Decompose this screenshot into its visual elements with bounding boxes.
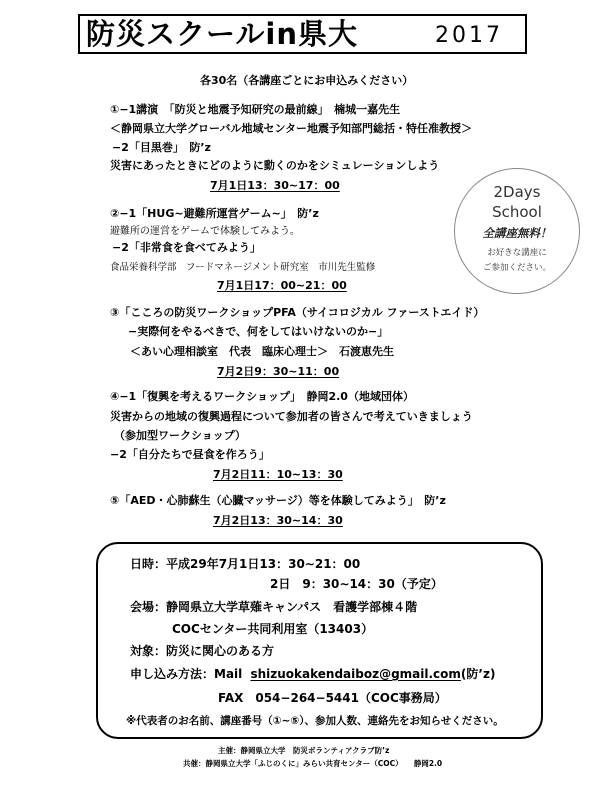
session2-date: 7月1日17：00∼21：00 [217, 279, 347, 292]
session1-title: ①−1講演 「防災と地震予知研究の最前線」 楠城一嘉先生 [110, 103, 401, 116]
info-venue: 会場：静岡県立大学草薙キャンパス 看護学部棟４階 [130, 600, 418, 614]
session1-date: 7月1日13：30∼17：00 [210, 179, 340, 192]
session3-speaker: ＜あい心理相談室 代表 臨床心理士＞ 石渡恵先生 [130, 345, 394, 358]
session4-date: 7月2日11：10∼13：30 [213, 468, 343, 481]
info-datetime-day2: 2日 9：30∼14：30（予定） [270, 577, 443, 591]
title-year: 2017 [435, 23, 503, 48]
session3-subtitle: −実際何をやるべきで、何をしてはいけないのか−」 [128, 325, 389, 338]
info-venue-room: COCセンター共同利用室（13403） [172, 622, 374, 636]
session1-part2-description: 災害にあったときにどのように動くのかをシミュレーションしよう [110, 159, 440, 172]
info-email-suffix: (防’z) [460, 667, 496, 681]
footer-organizer: 主催：静岡県立大学 防災ボランティアクラブ防’z [218, 746, 390, 755]
session4-description: 災害からの地域の復興過程について参加者の皆さんで考えていきましょう [110, 410, 473, 423]
footer-co-organizer: 共催：静岡県立大学「ふじのくに」みらい共育センター（COC） 静岡2.0 [183, 759, 443, 768]
info-target: 対象：防災に関心のある方 [130, 644, 275, 658]
session1-speaker-affiliation: ＜静岡県立大学グローバル地域センター地震予知部門総括・特任准教授＞ [110, 122, 473, 135]
session2-part2-title: −2「非常食を食べてみよう」 [112, 241, 261, 254]
session1-part2-title: −2「目黒巻」 防’z [112, 141, 211, 154]
session5-title: ⑤「AED・心肺蘇生（心臓マッサージ）等を体験してみよう」 防’z [110, 494, 446, 507]
session3-date: 7月2日9：30∼11：00 [217, 365, 340, 378]
capacity-note: 各30名（各講座ごとにお申込みください） [200, 74, 414, 87]
session4-format: （参加型ワークショップ） [114, 429, 246, 442]
session2-supervisor: 食品栄養科学部 フードマネージメント研究室 市川先生監修 [110, 262, 376, 273]
info-datetime-day1: 日時：平成29年7月1日13：30∼21：00 [130, 557, 361, 571]
info-apply-method [130, 666, 495, 682]
session4-title: ④−1「復興を考えるワークショップ」 静岡2.0（地域団体） [110, 390, 414, 403]
badge-line-2days: 2Days [493, 183, 541, 201]
info-apply-label: 申し込み方法：Mail [130, 667, 243, 681]
badge-line-choose: お好きな講座に [487, 248, 547, 258]
session3-title: ③「こころの防災ワークショップPFA（サイコロジカル ファーストエイド） [110, 306, 485, 319]
badge-line-free: 全講座無料！ [482, 226, 552, 240]
session2-description: 避難所の運営をゲームで体験してみよう。 [110, 226, 300, 237]
badge-line-school: School [492, 203, 542, 221]
session4-part2-title: −2「自分たちで昼食を作ろう」 [110, 448, 270, 461]
session5-date: 7月2日13：30∼14：30 [213, 514, 343, 527]
badge-line-join: ご参加ください。 [482, 263, 551, 273]
info-email-link[interactable]: shizuokakendaiboz@gmail.com [250, 667, 461, 681]
info-note: ※代表者のお名前、講座番号（①∼⑤）、参加人数、連絡先をお知らせください。 [126, 715, 504, 727]
info-fax: FAX 054−264−5441（COC事務局） [218, 691, 447, 705]
page-title: 防災スクールin県大 [86, 17, 359, 51]
session2-title: ②−1「HUG∼避難所運営ゲーム∼」 防’z [110, 207, 319, 220]
